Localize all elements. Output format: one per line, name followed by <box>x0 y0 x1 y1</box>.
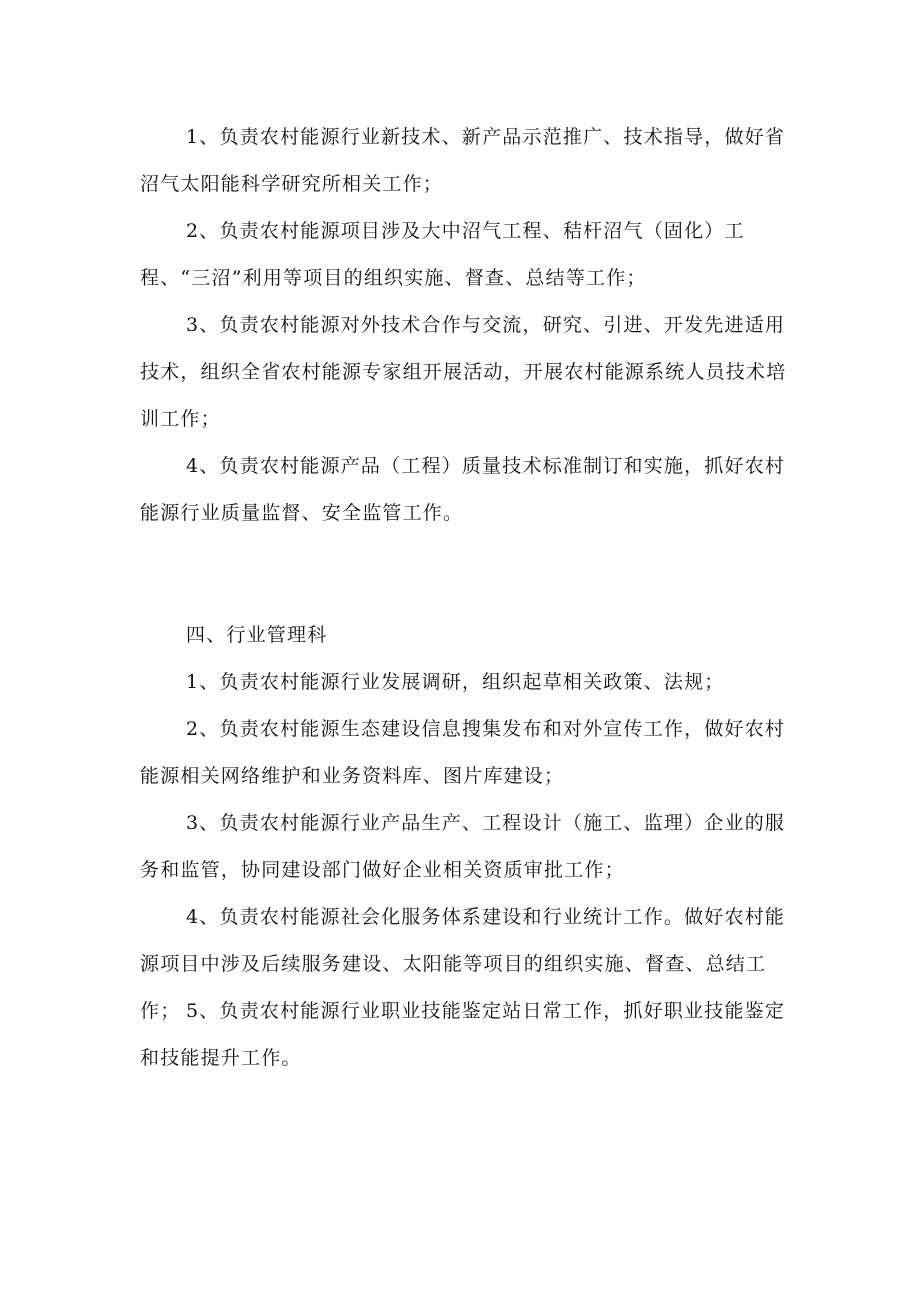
section3-item-4: 4、负责农村能源产品（工程）质量技术标准制订和实施，抓好农村能源行业质量监督、安全监管工作。 <box>140 455 786 524</box>
section4-item-3: 3、负责农村能源行业产品生产、工程设计（施工、监理）企业的服务和监管，协同建设部门做好企业相关资质审批工作； <box>140 812 786 881</box>
section4-heading: 四、行业管理科 <box>186 624 328 646</box>
section3-item-2: 2、负责农村能源项目涉及大中沼气工程、秸杆沼气（固化）工程、“三沼”利用等项目的组织实施、督查、总结等工作； <box>140 220 745 289</box>
section4-item-4: 4、负责农村能源社会化服务体系建设和行业统计工作。做好农村能源项目中涉及后续服务建设、太阳能等项目的组织实施、督查、总结工作； <box>140 906 786 1022</box>
section3-item-3: 3、负责农村能源对外技术合作与交流，研究、引进、开发先进适用技术，组织全省农村能源专家组开展活动，开展农村能源系统人员技术培训工作； <box>140 314 787 430</box>
section4-item-2: 2、负责农村能源生态建设信息搜集发布和对外宣传工作，做好农村能源相关网络维护和业务资料库、图片库建设； <box>140 718 786 787</box>
section4-item-5: 5、负责农村能源行业职业技能鉴定站日常工作，抓好职业技能鉴定和技能提升工作。 <box>140 1000 786 1069</box>
section4-item-1: 1、负责农村能源行业发展调研，组织起草相关政策、法规； <box>186 671 725 693</box>
section3-item-1: 1、负责农村能源行业新技术、新产品示范推广、技术指导，做好省沼气太阳能科学研究所相关工作； <box>140 126 786 195</box>
